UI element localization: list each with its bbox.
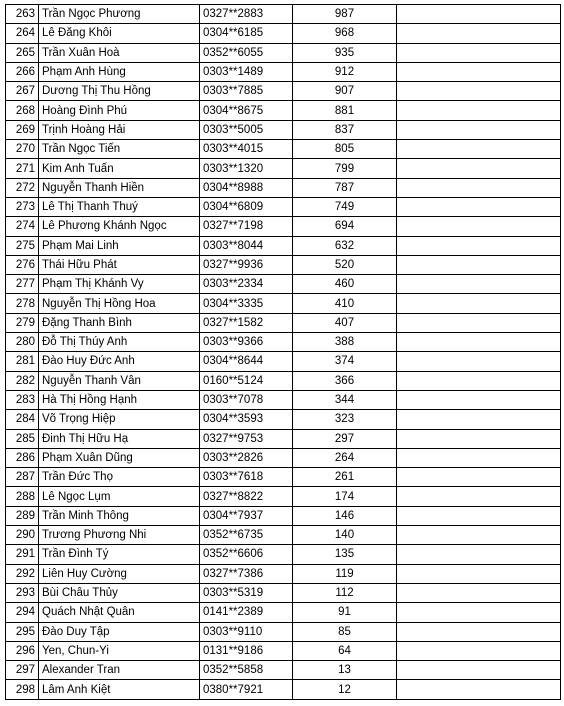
empty-cell (397, 275, 561, 294)
phone-cell: 0303**4015 (200, 140, 293, 159)
rank-cell: 271 (6, 159, 39, 178)
rank-cell: 291 (6, 545, 39, 564)
phone-cell: 0303**5005 (200, 120, 293, 139)
phone-cell: 0327**7386 (200, 564, 293, 583)
name-cell: Lê Đăng Khôi (39, 24, 200, 43)
empty-cell (397, 622, 561, 641)
empty-cell (397, 487, 561, 506)
phone-cell: 0141**2389 (200, 603, 293, 622)
score-cell: 12 (293, 680, 397, 699)
name-cell: Đào Huy Đức Anh (39, 352, 200, 371)
table-row (6, 178, 561, 197)
score-cell: 174 (293, 487, 397, 506)
rank-cell: 269 (6, 120, 39, 139)
name-cell: Quách Nhật Quân (39, 603, 200, 622)
score-cell: 410 (293, 294, 397, 313)
empty-cell (397, 352, 561, 371)
table-row (6, 622, 561, 641)
rank-cell: 264 (6, 24, 39, 43)
phone-cell: 0352**6055 (200, 43, 293, 62)
name-cell: Lê Phương Khánh Ngọc (39, 217, 200, 236)
empty-cell (397, 468, 561, 487)
score-cell: 632 (293, 236, 397, 255)
phone-cell: 0327**9936 (200, 255, 293, 274)
table-row (6, 583, 561, 602)
name-cell: Phạm Anh Hùng (39, 62, 200, 81)
empty-cell (397, 101, 561, 120)
empty-cell (397, 390, 561, 409)
name-cell: Phạm Thị Khánh Vy (39, 275, 200, 294)
table-row (6, 255, 561, 274)
rank-cell: 285 (6, 429, 39, 448)
rank-cell: 276 (6, 255, 39, 274)
table-row (6, 120, 561, 139)
empty-cell (397, 410, 561, 429)
name-cell: Trịnh Hoàng Hải (39, 120, 200, 139)
empty-cell (397, 680, 561, 699)
table-row (6, 236, 561, 255)
phone-cell: 0303**1489 (200, 62, 293, 81)
score-cell: 968 (293, 24, 397, 43)
rank-cell: 281 (6, 352, 39, 371)
empty-cell (397, 217, 561, 236)
table-row (6, 313, 561, 332)
phone-cell: 0304**3335 (200, 294, 293, 313)
score-cell: 881 (293, 101, 397, 120)
score-cell: 146 (293, 506, 397, 525)
empty-cell (397, 62, 561, 81)
rank-cell: 268 (6, 101, 39, 120)
score-cell: 261 (293, 468, 397, 487)
name-cell: Hoàng Đình Phú (39, 101, 200, 120)
phone-cell: 0352**6606 (200, 545, 293, 564)
rank-cell: 296 (6, 641, 39, 660)
table-row (6, 371, 561, 390)
name-cell: Đỗ Thị Thúy Anh (39, 333, 200, 352)
rank-cell: 290 (6, 526, 39, 545)
rank-cell: 277 (6, 275, 39, 294)
score-cell: 374 (293, 352, 397, 371)
name-cell: Bùi Châu Thủy (39, 583, 200, 602)
name-cell: Đào Duy Tập (39, 622, 200, 641)
phone-cell: 0303**5319 (200, 583, 293, 602)
empty-cell (397, 24, 561, 43)
table-row (6, 429, 561, 448)
score-cell: 344 (293, 390, 397, 409)
empty-cell (397, 140, 561, 159)
score-cell: 907 (293, 82, 397, 101)
rank-cell: 275 (6, 236, 39, 255)
score-cell: 407 (293, 313, 397, 332)
table-row (6, 140, 561, 159)
name-cell: Trần Đức Thọ (39, 468, 200, 487)
table-row (6, 333, 561, 352)
phone-cell: 0303**8044 (200, 236, 293, 255)
score-cell: 112 (293, 583, 397, 602)
table-row (6, 410, 561, 429)
phone-cell: 0303**2334 (200, 275, 293, 294)
score-cell: 91 (293, 603, 397, 622)
rank-cell: 270 (6, 140, 39, 159)
name-cell: Lê Thị Thanh Thuý (39, 197, 200, 216)
phone-cell: 0327**1582 (200, 313, 293, 332)
phone-cell: 0303**9366 (200, 333, 293, 352)
table-row (6, 24, 561, 43)
score-cell: 13 (293, 661, 397, 680)
table-row (6, 603, 561, 622)
empty-cell (397, 564, 561, 583)
table-row (6, 487, 561, 506)
name-cell: Alexander Tran (39, 661, 200, 680)
empty-cell (397, 43, 561, 62)
name-cell: Trần Ngọc Phương (39, 5, 200, 24)
phone-cell: 0303**7618 (200, 468, 293, 487)
empty-cell (397, 506, 561, 525)
empty-cell (397, 583, 561, 602)
rank-cell: 279 (6, 313, 39, 332)
rank-cell: 293 (6, 583, 39, 602)
table-row (6, 564, 561, 583)
table-row (6, 62, 561, 81)
score-cell: 85 (293, 622, 397, 641)
rank-cell: 292 (6, 564, 39, 583)
rank-cell: 298 (6, 680, 39, 699)
empty-cell (397, 159, 561, 178)
rank-cell: 278 (6, 294, 39, 313)
empty-cell (397, 429, 561, 448)
empty-cell (397, 371, 561, 390)
name-cell: Yen, Chun-Yi (39, 641, 200, 660)
table-row (6, 101, 561, 120)
name-cell: Trần Xuân Hoà (39, 43, 200, 62)
name-cell: Dương Thị Thu Hồng (39, 82, 200, 101)
score-cell: 388 (293, 333, 397, 352)
name-cell: Đặng Thanh Bình (39, 313, 200, 332)
table-row (6, 506, 561, 525)
phone-cell: 0304**8644 (200, 352, 293, 371)
rank-cell: 295 (6, 622, 39, 641)
score-cell: 694 (293, 217, 397, 236)
score-cell: 264 (293, 448, 397, 467)
rank-cell: 282 (6, 371, 39, 390)
table-row (6, 197, 561, 216)
table-row (6, 294, 561, 313)
name-cell: Lê Ngọc Lụm (39, 487, 200, 506)
table-row (6, 159, 561, 178)
phone-cell: 0327**8822 (200, 487, 293, 506)
empty-cell (397, 120, 561, 139)
empty-cell (397, 197, 561, 216)
score-cell: 135 (293, 545, 397, 564)
rank-cell: 283 (6, 390, 39, 409)
table-row (6, 82, 561, 101)
table-row (6, 526, 561, 545)
phone-cell: 0303**7885 (200, 82, 293, 101)
ranking-table (5, 4, 561, 700)
score-cell: 297 (293, 429, 397, 448)
name-cell: Lâm Anh Kiệt (39, 680, 200, 699)
table-row (6, 680, 561, 699)
name-cell: Kim Anh Tuấn (39, 159, 200, 178)
name-cell: Nguyễn Thanh Hiền (39, 178, 200, 197)
score-cell: 460 (293, 275, 397, 294)
empty-cell (397, 236, 561, 255)
score-cell: 987 (293, 5, 397, 24)
table-row (6, 661, 561, 680)
table-row (6, 448, 561, 467)
name-cell: Phạm Xuân Dũng (39, 448, 200, 467)
rank-cell: 286 (6, 448, 39, 467)
score-cell: 64 (293, 641, 397, 660)
rank-cell: 274 (6, 217, 39, 236)
rank-cell: 294 (6, 603, 39, 622)
name-cell: Trần Minh Thông (39, 506, 200, 525)
phone-cell: 0304**6185 (200, 24, 293, 43)
phone-cell: 0327**2883 (200, 5, 293, 24)
table-row (6, 217, 561, 236)
table-row (6, 390, 561, 409)
score-cell: 837 (293, 120, 397, 139)
name-cell: Đinh Thị Hữu Hạ (39, 429, 200, 448)
name-cell: Trương Phương Nhi (39, 526, 200, 545)
score-cell: 119 (293, 564, 397, 583)
empty-cell (397, 178, 561, 197)
empty-cell (397, 603, 561, 622)
name-cell: Phạm Mai Linh (39, 236, 200, 255)
score-cell: 140 (293, 526, 397, 545)
empty-cell (397, 641, 561, 660)
phone-cell: 0160**5124 (200, 371, 293, 390)
phone-cell: 0380**7921 (200, 680, 293, 699)
phone-cell: 0304**8675 (200, 101, 293, 120)
rank-cell: 284 (6, 410, 39, 429)
rank-cell: 266 (6, 62, 39, 81)
score-cell: 799 (293, 159, 397, 178)
score-cell: 366 (293, 371, 397, 390)
phone-cell: 0304**8988 (200, 178, 293, 197)
table-row (6, 5, 561, 24)
phone-cell: 0352**5858 (200, 661, 293, 680)
empty-cell (397, 294, 561, 313)
name-cell: Võ Trọng Hiệp (39, 410, 200, 429)
rank-cell: 273 (6, 197, 39, 216)
name-cell: Trần Đình Tý (39, 545, 200, 564)
ranking-table-body (6, 5, 561, 700)
rank-cell: 287 (6, 468, 39, 487)
empty-cell (397, 82, 561, 101)
name-cell: Hà Thị Hồng Hạnh (39, 390, 200, 409)
name-cell: Thái Hữu Phát (39, 255, 200, 274)
score-cell: 520 (293, 255, 397, 274)
phone-cell: 0304**7937 (200, 506, 293, 525)
table-row (6, 43, 561, 62)
rank-cell: 280 (6, 333, 39, 352)
score-cell: 323 (293, 410, 397, 429)
phone-cell: 0304**6809 (200, 197, 293, 216)
phone-cell: 0327**9753 (200, 429, 293, 448)
phone-cell: 0303**9110 (200, 622, 293, 641)
rank-cell: 272 (6, 178, 39, 197)
phone-cell: 0303**2826 (200, 448, 293, 467)
score-cell: 787 (293, 178, 397, 197)
empty-cell (397, 333, 561, 352)
empty-cell (397, 545, 561, 564)
score-cell: 912 (293, 62, 397, 81)
name-cell: Nguyễn Thanh Vân (39, 371, 200, 390)
phone-cell: 0303**7078 (200, 390, 293, 409)
rank-cell: 289 (6, 506, 39, 525)
empty-cell (397, 526, 561, 545)
score-cell: 935 (293, 43, 397, 62)
table-row (6, 545, 561, 564)
rank-cell: 288 (6, 487, 39, 506)
table-row (6, 352, 561, 371)
empty-cell (397, 313, 561, 332)
phone-cell: 0303**1320 (200, 159, 293, 178)
phone-cell: 0352**6735 (200, 526, 293, 545)
table-row (6, 468, 561, 487)
score-cell: 805 (293, 140, 397, 159)
phone-cell: 0327**7198 (200, 217, 293, 236)
phone-cell: 0304**3593 (200, 410, 293, 429)
name-cell: Nguyễn Thị Hồng Hoa (39, 294, 200, 313)
name-cell: Trần Ngọc Tiến (39, 140, 200, 159)
empty-cell (397, 661, 561, 680)
name-cell: Liên Huy Cường (39, 564, 200, 583)
empty-cell (397, 255, 561, 274)
rank-cell: 297 (6, 661, 39, 680)
table-row (6, 275, 561, 294)
table-row (6, 641, 561, 660)
empty-cell (397, 448, 561, 467)
score-cell: 749 (293, 197, 397, 216)
empty-cell (397, 5, 561, 24)
phone-cell: 0131**9186 (200, 641, 293, 660)
rank-cell: 267 (6, 82, 39, 101)
rank-cell: 265 (6, 43, 39, 62)
rank-cell: 263 (6, 5, 39, 24)
